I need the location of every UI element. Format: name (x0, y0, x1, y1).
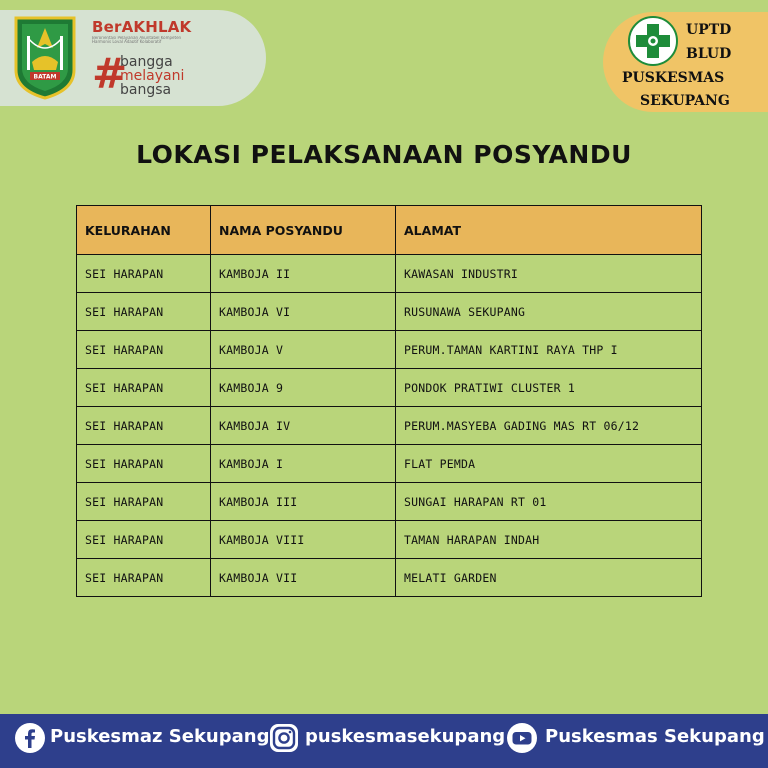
cell-nama-posyandu: KAMBOJA IV (211, 407, 396, 445)
cell-nama-posyandu: KAMBOJA 9 (211, 369, 396, 407)
cell-nama-posyandu: KAMBOJA III (211, 483, 396, 521)
page-title: LOKASI PELAKSANAAN POSYANDU (136, 140, 632, 169)
cell-kelurahan: SEI HARAPAN (77, 331, 211, 369)
column-header-kelurahan: KELURAHAN (77, 206, 211, 255)
table-row (77, 445, 702, 483)
column-header-nama-posyandu: NAMA POSYANDU (211, 206, 396, 255)
column-header-alamat: ALAMAT (396, 206, 702, 255)
cell-kelurahan: SEI HARAPAN (77, 445, 211, 483)
cell-nama-posyandu: KAMBOJA I (211, 445, 396, 483)
bangga-line-3: bangsa (120, 82, 172, 98)
cell-kelurahan: SEI HARAPAN (77, 483, 211, 521)
cell-alamat: SUNGAI HARAPAN RT 01 (396, 483, 702, 521)
sekupang-label: SEKUPANG (640, 93, 730, 109)
table-row (77, 559, 702, 597)
facebook-link[interactable]: Puskesmaz Sekupang (50, 726, 270, 747)
batam-label: BATAM (33, 73, 57, 81)
hashtag-symbol: # (92, 49, 128, 98)
cell-kelurahan: SEI HARAPAN (77, 255, 211, 293)
table-row (77, 407, 702, 445)
facebook-icon[interactable] (14, 722, 46, 754)
uptd-label: UPTD (686, 22, 732, 38)
cell-alamat: PONDOK PRATIWI CLUSTER 1 (396, 369, 702, 407)
instagram-icon[interactable] (268, 722, 300, 754)
puskesmas-label: PUSKESMAS (622, 70, 725, 86)
cell-nama-posyandu: KAMBOJA V (211, 331, 396, 369)
cell-alamat: PERUM.MASYEBA GADING MAS RT 06/12 (396, 407, 702, 445)
cell-alamat: MELATI GARDEN (396, 559, 702, 597)
table-row (77, 483, 702, 521)
bangga-line-1: bangga (120, 54, 173, 70)
berakhlak-logo-title: BerAKHLAK (92, 18, 192, 36)
cell-alamat: RUSUNAWA SEKUPANG (396, 293, 702, 331)
berakhlak-subtitle: Berorientasi Pelayanan Akuntabel Kompeten Harmonis Loyal Adaptif Kolaboratif (92, 36, 182, 43)
cell-alamat: PERUM.TAMAN KARTINI RAYA THP I (396, 331, 702, 369)
cell-kelurahan: SEI HARAPAN (77, 293, 211, 331)
cell-nama-posyandu: KAMBOJA VI (211, 293, 396, 331)
cell-alamat: FLAT PEMDA (396, 445, 702, 483)
cell-nama-posyandu: KAMBOJA VII (211, 559, 396, 597)
table-row (77, 521, 702, 559)
medical-cross-icon (630, 18, 676, 64)
cell-nama-posyandu: KAMBOJA VIII (211, 521, 396, 559)
cell-kelurahan: SEI HARAPAN (77, 521, 211, 559)
batam-city-emblem (12, 14, 78, 100)
instagram-link[interactable]: puskesmasekupang (305, 726, 506, 747)
cell-nama-posyandu: KAMBOJA II (211, 255, 396, 293)
posyandu-table (76, 205, 702, 597)
puskesmas-logo (628, 16, 678, 66)
cell-kelurahan: SEI HARAPAN (77, 369, 211, 407)
table-row (77, 255, 702, 293)
cell-kelurahan: SEI HARAPAN (77, 407, 211, 445)
bangga-line-2: melayani (120, 68, 185, 84)
cell-alamat: KAWASAN INDUSTRI (396, 255, 702, 293)
table-header-row (77, 206, 702, 255)
table-row (77, 369, 702, 407)
blud-label: BLUD (686, 46, 732, 62)
youtube-link[interactable]: Puskesmas Sekupang (545, 726, 765, 747)
youtube-icon[interactable] (506, 722, 538, 754)
cell-alamat: TAMAN HARAPAN INDAH (396, 521, 702, 559)
table-row (77, 331, 702, 369)
table-row (77, 293, 702, 331)
cell-kelurahan: SEI HARAPAN (77, 559, 211, 597)
